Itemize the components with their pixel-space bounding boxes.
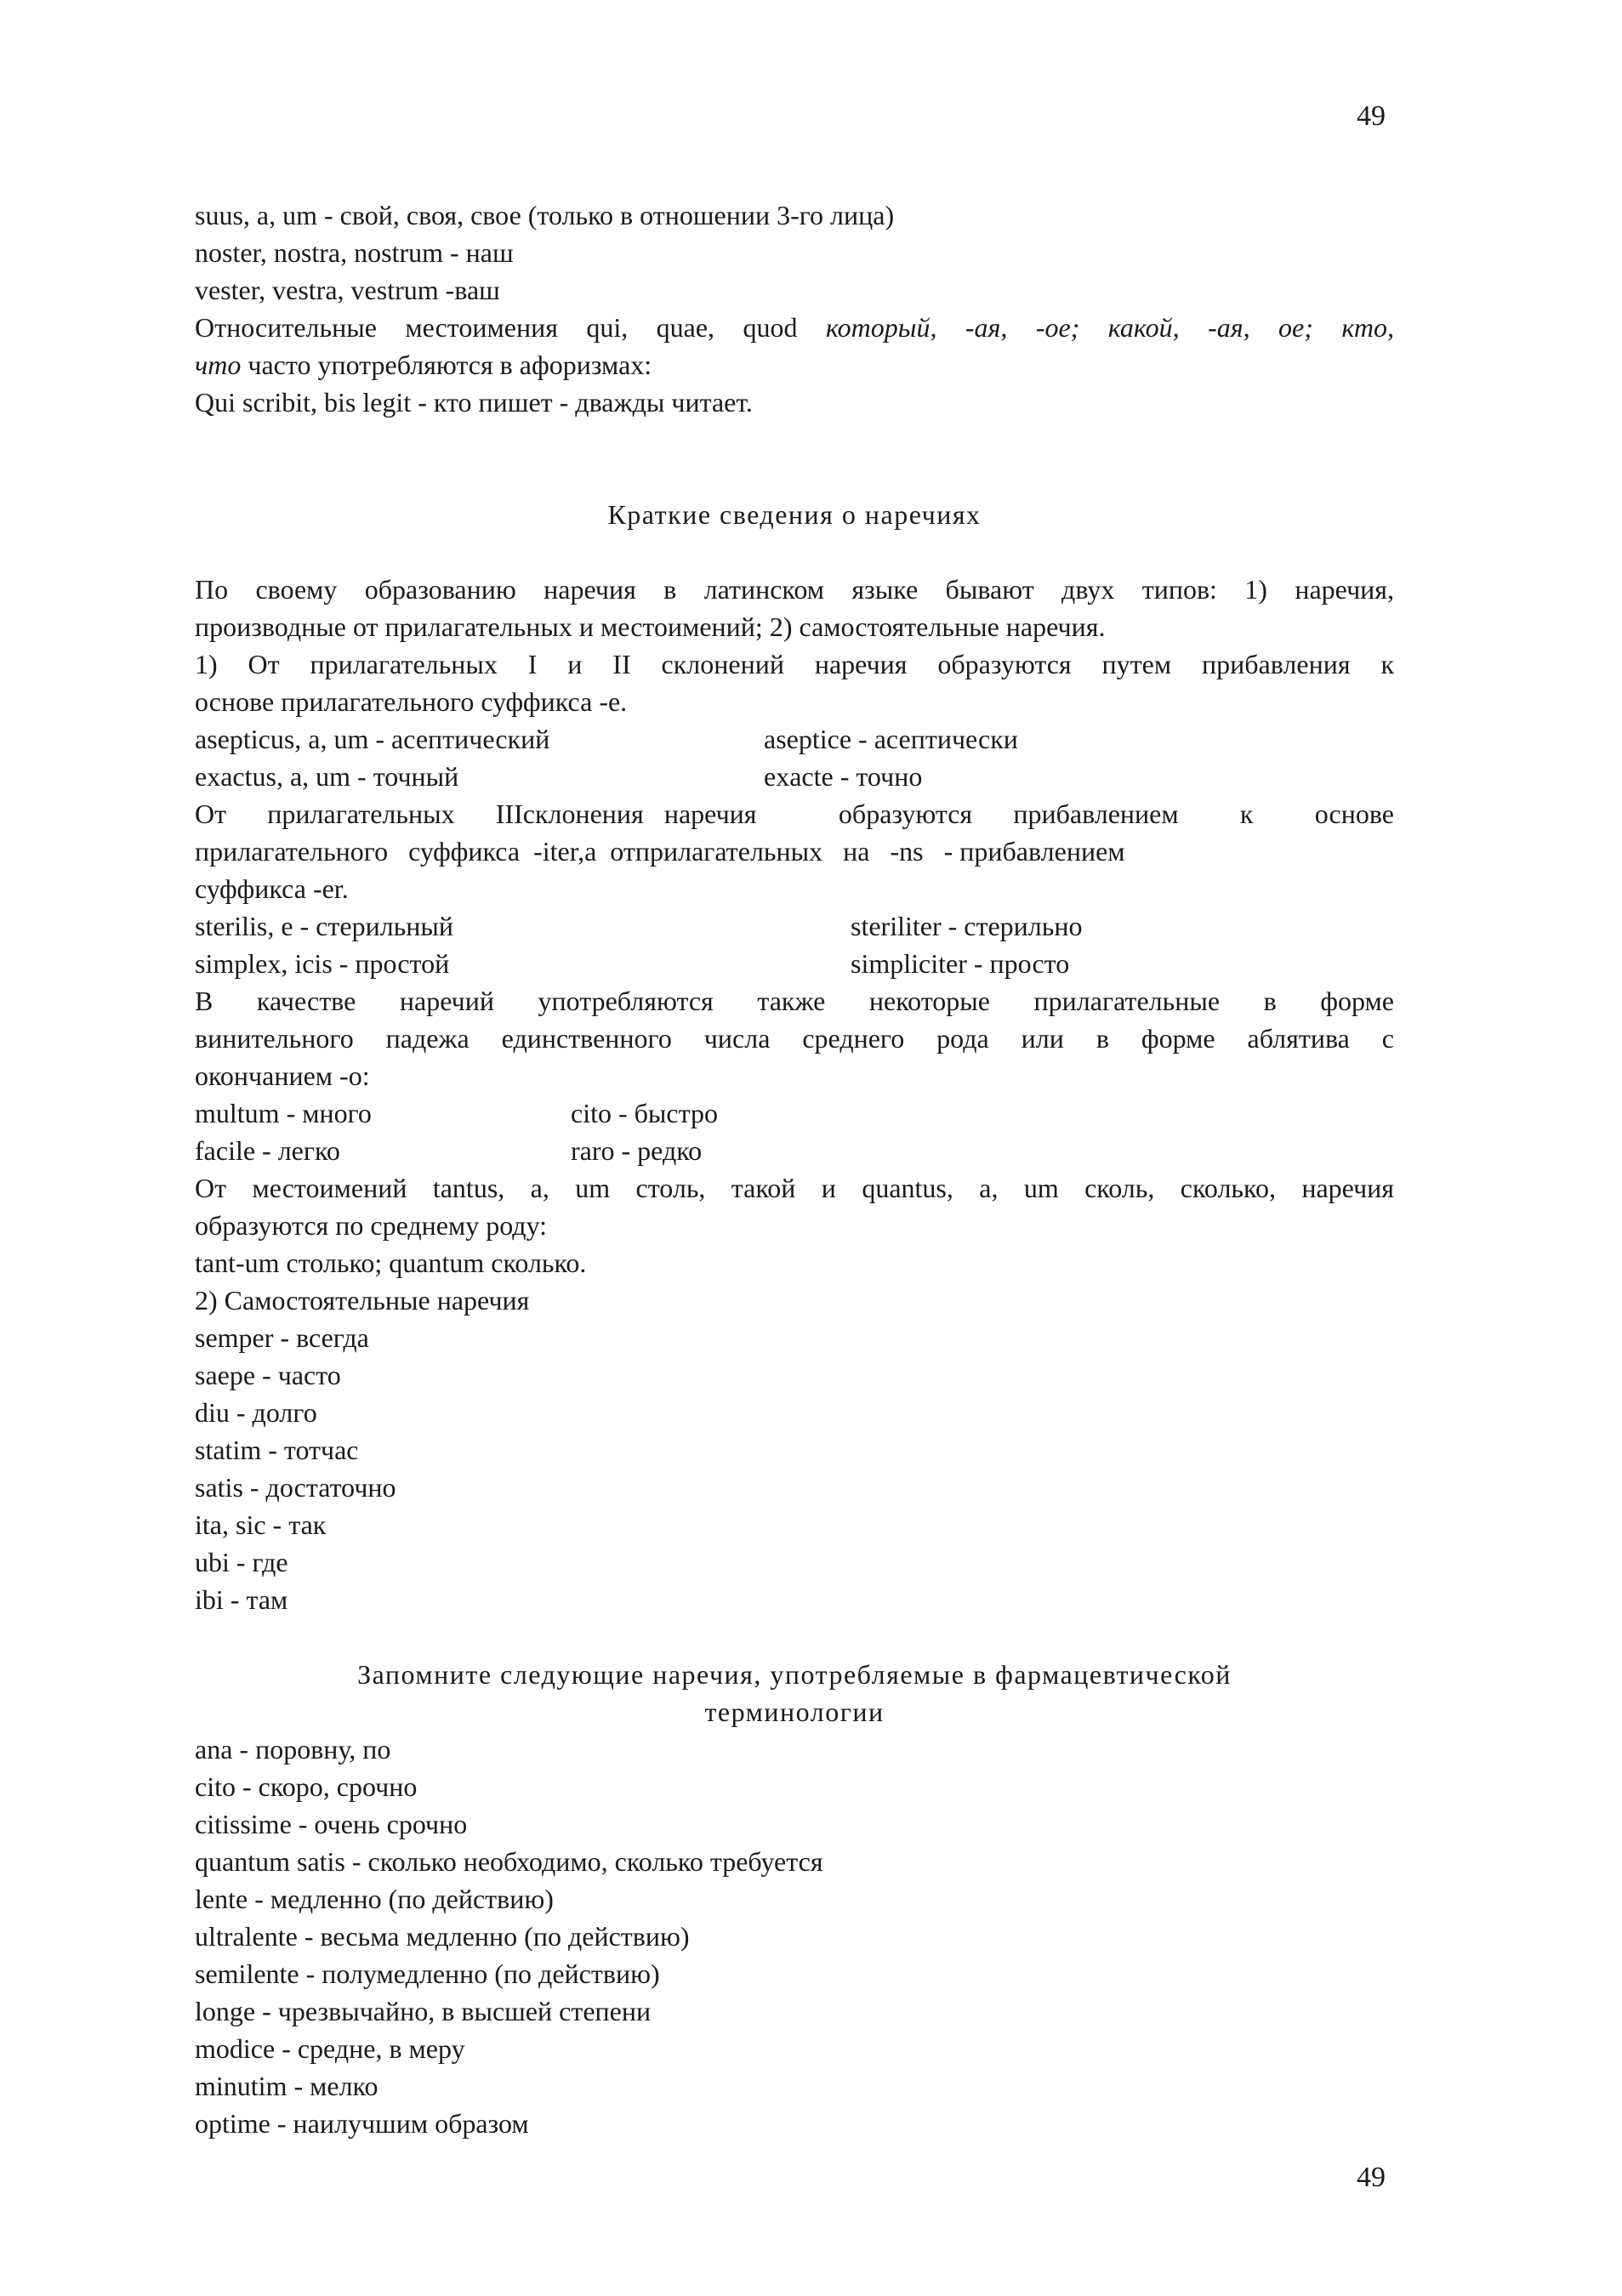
adverb-list-item: saepe - часто [195, 1360, 341, 1390]
text-line [195, 346, 1394, 384]
pair-right: aseptice - асептически [764, 724, 1018, 754]
text-line: По своему образованию наречия в латинском языке бывают двух типов: 1) наречия, [195, 574, 1394, 605]
italic-segment: что [195, 350, 242, 380]
adverb-pair-row [195, 720, 1394, 758]
text-line: От местоимений tantus, а, um столь, такой и quantus, а, um сколь, сколько, наречия [195, 1173, 1394, 1203]
pair-right: simpliciter - просто [851, 948, 1070, 979]
pair-right: steriliter - стерильно [851, 911, 1083, 941]
pharm-adverb-item: quantum satis - сколько необходимо, сколько требуется [195, 1846, 823, 1877]
adverb-list-item: statim - тотчас [195, 1435, 359, 1465]
pharm-adverb-item: ultralente - весьма медленно (по действию) [195, 1921, 690, 1952]
text-line: suus, a, um - свой, своя, свое (только в отношении 3-го лица) [195, 200, 895, 230]
pair-left: facile - легко [195, 1135, 340, 1166]
page-number-top: 49 [1357, 100, 1386, 132]
pair-right: exacte - точно [764, 761, 923, 792]
adverb-list-item: diu - долго [195, 1397, 317, 1428]
pharm-adverb-item: modice - средне, в меру [195, 2033, 465, 2064]
text-line: 1) От прилагательных I и II склонений наречия образуются путем прибавления к [195, 649, 1394, 679]
text-line: прилагательного суффикса -iter,а отприлагательных на -ns - прибавлением [195, 836, 1125, 867]
text-line: образуются по среднему роду: [195, 1210, 548, 1241]
pair-left: sterilis, е - стерильный [195, 911, 454, 941]
text-line: tant-um столько; quantum сколько. [195, 1247, 587, 1278]
page-content [195, 196, 1394, 2142]
text-line: От прилагательных IIIсклонения наречия образуются прибавлением к основе [195, 798, 1394, 829]
pharm-adverb-item: cito - скоро, срочно [195, 1771, 418, 1802]
pair-left: simplex, icis - простой [195, 948, 450, 979]
pharm-adverb-item: longe - чрезвычайно, в высшей степени [195, 1996, 652, 2026]
text-line: винительного падежа единственного числа среднего рода или в форме аблятива с [195, 1023, 1394, 1054]
text-segment: Относительные местоимения qui, quae, quod [195, 312, 826, 343]
adverb-list-item: ita, sic - так [195, 1509, 327, 1540]
adverb-pair-row [195, 1132, 1394, 1169]
adverb-pair-row [195, 758, 1394, 795]
pair-right: cito - быстро [571, 1098, 718, 1128]
section-heading-continued: терминологии [704, 1696, 885, 1727]
text-line: vester, vestra, vestrum -ваш [195, 275, 500, 305]
pharm-adverb-item: ana - поровну, по [195, 1734, 391, 1765]
text-line: окончанием -о: [195, 1060, 370, 1091]
example-sentence: Qui scribit, bis legit - кто пишет - дважды читает. [195, 387, 753, 418]
section-heading: Краткие сведения о наречиях [607, 499, 982, 530]
text-line: производные от прилагательных и местоимений; 2) самостоятельные наречия. [195, 611, 1106, 642]
adverb-pair-row [195, 1094, 1394, 1132]
text-segment: часто употребляются в афоризмах: [241, 350, 652, 380]
italic-segment: который, -ая, -ое; какой, -ая, ое; кто, [825, 312, 1395, 343]
pair-left: multum - много [195, 1098, 372, 1128]
adverb-pair-row [195, 907, 1394, 945]
pharm-adverb-item: semilente - полумедленно (по действию) [195, 1958, 660, 1989]
adverb-list-item: satis - достаточно [195, 1472, 396, 1503]
pair-left: exactus, a, um - точный [195, 761, 459, 792]
adverb-list-item: semper - всегда [195, 1322, 369, 1353]
section-heading: Запомните следующие наречия, употребляемые в фармацевтической [357, 1659, 1232, 1690]
text-line [195, 309, 1394, 346]
adverb-list-item: ibi - там [195, 1584, 288, 1615]
pharm-adverb-item: minutim - мелко [195, 2071, 378, 2101]
pair-right: raro - редко [571, 1135, 703, 1166]
page-number-bottom: 49 [1357, 2162, 1386, 2193]
text-line: 2) Самостоятельные наречия [195, 1285, 530, 1316]
adverb-list-item: ubi - где [195, 1547, 288, 1577]
text-line: основе прилагательного суффикса -е. [195, 686, 628, 717]
pharm-adverb-item: optime - наилучшим образом [195, 2108, 529, 2139]
text-line: суффикса -er. [195, 873, 349, 904]
adverb-pair-row [195, 945, 1394, 982]
text-line: В качестве наречий употребляются также некоторые прилагательные в форме [195, 986, 1394, 1016]
pair-left: asepticus, a, um - асептический [195, 724, 550, 754]
pharm-adverb-item: lente - медленно (по действию) [195, 1884, 554, 1914]
pharm-adverb-item: citissime - очень срочно [195, 1809, 468, 1839]
text-line: noster, nostra, nostrum - наш [195, 237, 514, 268]
